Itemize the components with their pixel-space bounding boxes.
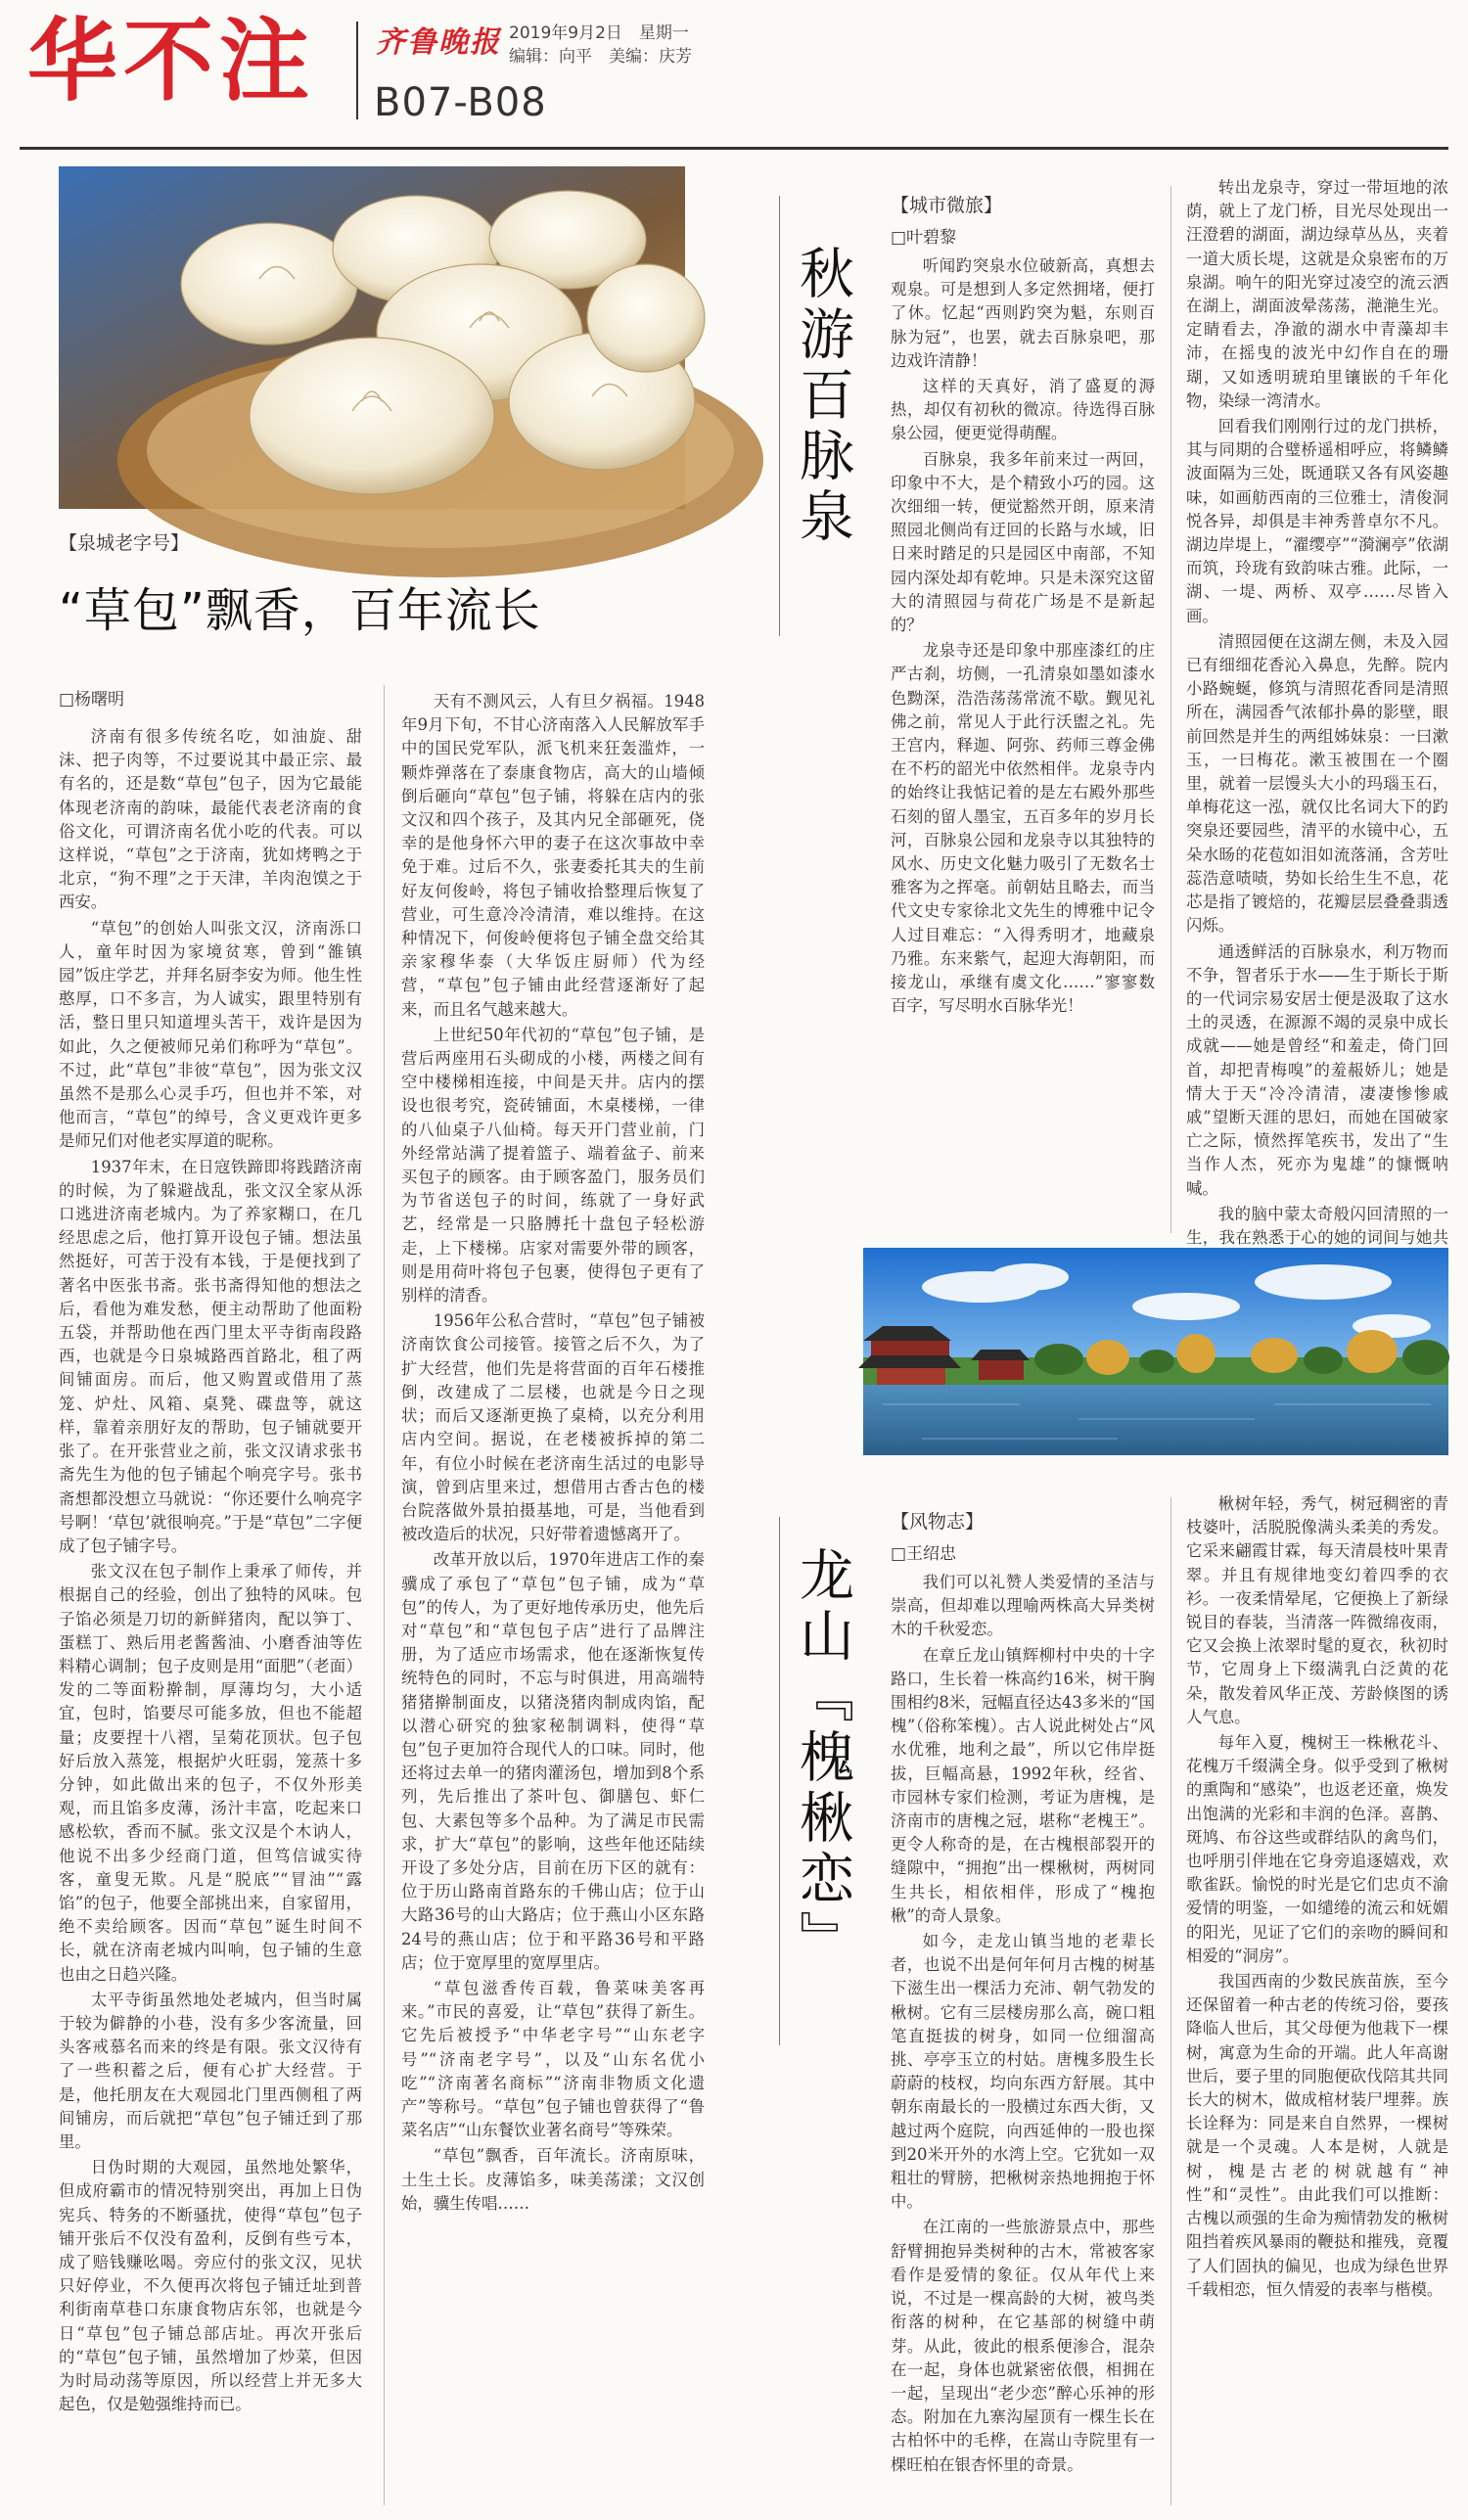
article3-paragraph: 在江南的一些旅游景点中，那些舒臂拥抱异类树种的古木，常被客家看作是爱情的象征。仅从年代上来说，不过是一棵高龄的大树，被鸟类衔落的树种，在它基部的树缝中萌芽。从此，彼此的根系便渗合，混杂在一起，身体也就紧密依偎，相拥在一起，呈现出“老少恋”醉心乐神的形态。附加在九寨沟屋顶有一棵生长在古柏怀中的毛桦，在嵩山寺院里有一棵旺柏在银杏怀里的奇景。 [891,2218,1155,2474]
page-range: B07-B08 [374,80,547,125]
lake-pavilion-photo [863,1248,1448,1455]
article1-title: “草包”飘香，百年流长 [59,583,541,638]
article1-column-1 [59,690,362,2510]
article2-title-rule [779,196,780,636]
article2-column-1 [891,254,1155,1233]
article3-title-rule [779,1517,780,2045]
article1-paragraph: 天有不测风云，人有旦夕祸福。1948年9月下旬，不甘心济南落入人民解放军手中的国民党军队，派飞机来狂轰滥炸，一颗炸弹落在了泰康食物店，高大的山墙倾倒后砸向“草包”包子铺，将躲在店内的张文汉和四个孩子，及其内兄全部砸死，侥幸的是他身怀六甲的妻子在这次事故中幸免于难。过后不久，张妻委托其夫的生前好友何俊岭，将包子铺收拾整理后恢复了营业，可生意冷冷清清，难以维持。在这种情况下，何俊岭便将包子铺全盘交给其亲家穆华泰（大华饭庄厨师）代为经营，“草包”包子铺由此经营逐渐好了起来，而且名气越来越大。 [401,692,705,1019]
article3-paragraph: 如今，走龙山镇当地的老辈长者，也说不出是何年何月古槐的树基下滋生出一棵活力充沛、朝气勃发的楸树。它有三层楼房那么高，碗口粗笔直挺拔的树身，如同一位细溜高挑、亭亭玉立的村姑。唐槐多股生长蔚蔚的枝杈，均向东西方舒展。其中朝东南最长的一股横过东西大街，又越过两个庭院，向西延伸的一股也探到20米开外的水湾上空。它犹如一双粗壮的臂膀，把楸树亲热地拥抱于怀中。 [891,1932,1155,2212]
masthead-meta [509,22,692,69]
article2-paragraph: 通透鲜活的百脉泉水，利万物而不争，智者乐于水——生于斯长于斯的一代词宗易安居士便是汲取了这水土的灵透，在源源不竭的灵泉中成长成就——她是曾经“和羞走，倚门回首，却把青梅嗅”的羞赧娇儿；她是情大于天“冷冷清清，凄凄惨惨戚戚”望断天涯的思妇，而她在国破家亡之际，愤然挥笔疾书，发出了“生当作人杰，死亦为鬼雄”的慷慨呐喊。 [1186,941,1448,1198]
column-separator [1170,1497,1171,2505]
masthead-rule [20,147,1448,150]
article2-paragraph: 龙泉寺还是印象中那座漆红的庄严古刹，坊侧，一孔清泉如墨如漆水色黝深，浩浩荡荡常流不歇。觐见礼佛之前，常见人于此行沃盥之礼。先王宫内，释迦、阿弥、药师三尊金佛在不朽的韶光中依然相伴。龙泉寺内的始终让我惦记着的是左右殿外那些石刻的留人墨宝，五百多年的岁月长河，百脉泉公园和龙泉寺以其独特的风水、历史文化魅力吸引了无数名士雅客为之挥毫。前朝姑且略去，而当代文史专家徐北文先生的博雅中记令人过目难忘：“入得秀明才，地藏泉乃雅。东来紫气，起迎大海朝阳，而接龙山，承继有虞文化……”寥寥数百字，写尽明水百脉华光！ [891,641,1155,1016]
article2-paragraph: 我的脑中蒙太奇般闪回清照的一生，我在熟悉于心的她的词间与她共 [1186,1204,1448,1247]
column-separator [384,685,385,2505]
article1-paragraph: 日伪时期的大观园，虽然地处繁华，但成府霸市的情况特别突出，再加上日伪宪兵、特务的不断骚扰，使得“草包”包子铺开张后不仅没有盈利，反倒有些亏本，成了赔钱赚吆喝。旁应付的张文汉，见状只好停业，不久便再次将包子铺迁址到普利街南草巷口东康食物店东邻，也就是今日“草包”包子铺总部店址。再次开张后的“草包”包子铺，虽然增加了炒菜，但因为时局动荡等原因，所以经营上并无多大起色，仅是勉强维持而已。 [59,2158,362,2414]
article1-paragraph: “草包”的创始人叫张文汉，济南泺口人，童年时因为家境贫寒，曾到“雒镇园”饭庄学艺，并拜名厨李安为师。他生性憨厚，口不多言，为人诚实，跟里特别有活，整日里只知道埋头苦干，戏许是因为如此，久之便被师兄弟们称呼为“草包”。不过，此“草包”非彼“草包”，因为张文汉虽然不是那么心灵手巧，但也并不笨，对他而言，“草包”的绰号，含义更戏许更多是师兄们对他老实厚道的昵称。 [59,918,362,1151]
article1-paragraph: “草包”飘香，百年流长。济南原味，土生土长。皮薄馅多，味美荡漾；文汉创始，骥生传唱…… [401,2146,705,2213]
article3-column-2 [1186,1492,1448,2510]
article1-paragraph: 改革开放以后，1970年进店工作的秦骥成了承包了“草包”包子铺，成为“草包”的传人，为了更好地传承历史，他先后对“草包”和“草包包子店”进行了品牌注册，为了适应市场需求，他在逐渐恢复传统特色的同时，不忘与时俱进，用高端特猪猪擀制面皮，以猪浇猪肉制成肉馅，配以潜心研究的独家秘制调料，使得“草包”包子更加符合现代人的口味。同时，他还将过去单一的猪肉灌汤包，增加到8个系列，先后推出了茶叶包、御膳包、虾仁包、大素包等多个品种。为了满足市民需求，扩大“草包”的影响，这些年他还陆续开设了多处分店，目前在历下区的就有：位于历山路南首路东的千佛山店；位于山大路36号的山大路店；位于燕山小区东路24号的燕山店；位于和平路36号和平路店；位于宽厚里的宽厚里店。 [401,1550,705,1972]
article1-byline: □杨曙明 [59,690,125,710]
article2-column-2 [1186,176,1448,1247]
masthead-divider [356,22,358,119]
article1-paragraph: 太平寺街虽然地处老城内，但当时属于较为僻静的小巷，没有多少客流量，回头客戒慕名而来的终是有限。张文汉待有了一些积蓄之后，便有心扩大经营。于是，他托朋友在大观园北门里西侧租了两间铺房，而后就把“草包”包子铺迁到了那里。 [59,1990,362,2151]
article3-title: 龙山『槐楸恋』 [791,1546,854,1971]
article2-paragraph: 清照园便在这湖左侧，未及入园已有细细花香沁入鼻息，先醉。院内小路蜿蜒，修筑与清照花香同是清照所在，满园香气浓郁扑鼻的影壁，眼前回然是并生的两组姊妹泉：一曰漱玉，一曰梅花。漱玉被围在一个圈里，就着一层馒头大小的玛瑙玉石，单梅花这一泓，就仅比名词大下的趵突泉还要园些，清平的水镜中心，五朵水旸的花苞如泪如流落涌，含芳吐蕊浩意啧啧，势如长给生生不息，花芯是指了镀焙的，花瓣层层叠叠翡透闪烁。 [1186,631,1448,936]
article2-paragraph: 这样的天真好，消了盛夏的溽热，却仅有初秋的微凉。待选得百脉泉公园，便更觉得萌醒。 [891,377,1155,443]
article3-byline: □王绍忠 [891,1544,957,1564]
article3-column-tag: 【风物志】 [891,1511,985,1533]
article3-paragraph: 在章丘龙山镇辉柳村中央的十字路口，生长着一株高约16米，树干胸围相约8米，冠幅直径达43多米的“国槐”（俗称笨槐）。古人说此树处占“风水优雅，地利之最”，所以它伟岸挺拔，巨幅高悬，1992年秋，经省、市园林专家们检测，考证为唐槐，是济南市的唐槐之冠，堪称“老槐王”。更令人称奇的是，在古槐根部裂开的缝隙中，“拥抱”出一棵楸树，两树同生共长，相依相伴，形成了“槐抱楸”的奇人景象。 [891,1645,1155,1925]
article3-paragraph: 我们可以礼赞人类爱情的圣洁与崇高，但却难以理喻两株高大异类树木的千秋爱恋。 [891,1573,1155,1639]
article2-paragraph: 百脉泉，我多年前来过一两回，印象中不大，是个精致小巧的园。这次细细一转，便觉豁然开朗，原来清照园北侧尚有迂回的长路与水域，旧日来时踏足的只是园区中南部，不知园内深处却有乾坤。只是未深究这留大的清照园与荷花广场是不是新起的？ [891,449,1155,635]
section-title: 华不注 [27,9,316,114]
steamed-buns-photo [59,166,685,509]
article1-column-2 [401,690,705,2510]
article1-paragraph: 济南有很多传统名吃，如油旋、甜沫、把子肉等，不过要说其中最正宗、最有名的，还是数“草包”包子，因为它最能体现老济南的韵味，最能代表老济南的食俗文化，可谓济南名优小吃的代表。可以这样说，“草包”之于济南，犹如烤鸭之于北京，“狗不理”之于天津，羊肉泡馍之于西安。 [59,727,362,912]
article2-title: 秋游百脉泉 [791,245,854,548]
article3-paragraph: 每年入夏，槐树王一株楸花斗、花槐万千缀满全身。似乎受到了楸树的熏陶和“感染”，也返老还童，焕发出饱满的光彩和丰润的色泽。喜鹊、斑鸠、布谷这些或群结队的禽鸟们，也呼朋引伴地在它身旁追逐嬉戏，欢歌雀跃。愉悦的时光是它们忠贞不渝爱情的明鉴，一如缱绻的流云和妩媚的阳光，见证了它们的亲吻的瞬间和相爱的“洞房”。 [1186,1733,1448,1965]
article2-paragraph: 听闻趵突泉水位破新高，真想去观泉。可是想到人多定然拥堵，便打了休。忆起“西则趵突为魁，东则百脉为冠”，也罢，就去百脉泉吧，那边戏许清静！ [891,256,1155,370]
article1-paragraph: 1937年末，在日寇铁蹄即将践踏济南的时候，为了躲避战乱，张文汉全家从泺口逃进济南老城内。为了养家糊口，在几经思虑之后，他打算开设包子铺。想法虽然挺好，可苦于没有本钱，于是便找到了著名中医张书斋。张书斋得知他的想法之后，看他为难发愁，便主动帮助了他面粉五袋，并帮助他在西门里太平寺街南段路西，也就是今日泉城路西首路北，租了两间铺面房。而后，他又购置或借用了蒸笼、炉灶、风箱、桌凳、碟盘等，就这样，靠着亲朋好友的帮助，包子铺就要开张了。在开张营业之前，张文汉请求张书斋先生为他的包子铺起个响亮字号。张书斋想都没想立马就说：“你还要什么响亮字号啊！‘草包’就很响亮。”于是“草包”二字便成了包子铺字号。 [59,1157,362,1555]
article3-paragraph: 楸树年轻，秀气，树冠稠密的青枝婆叶，活脱脱像满头柔美的秀发。它采来翩霞甘霖，每天清晨枝叶果青翠。并且有规律地变幻着四季的衣衫。一夜柔情晕尾，它便换上了新绿锐目的春装，当清落一阵微绵夜雨，它又会换上浓翠时髦的夏衣，秋初时节，它周身上下缀满乳白泛黄的花朵，散发着风华正茂、芳龄倏图的诱人气息。 [1186,1494,1448,1726]
article2-paragraph: 转出龙泉寺，穿过一带垣地的浓荫，就上了龙门桥，目光尽处现出一汪澄碧的湖面，湖边绿草丛丛，夹着一道大质长堤，这就是众泉密布的万泉湖。响午的阳光穿过凌空的流云洒在湖上，湖面波晕荡荡，滟滟生光。定睛看去，净澈的湖水中青藻却丰沛，在摇曳的波光中幻作自在的珊瑚，又如透明琥珀里镶嵌的千年化物，染绿一湾清水。 [1186,178,1448,410]
article2-byline: □叶碧黎 [891,228,957,248]
article3-paragraph: 我国西南的少数民族苗族，至今还保留着一种古老的传统习俗，要孩降临人世后，其父母便为他栽下一棵树，寓意为生命的开端。此人年高谢世后，要子里的同胞便砍伐陪其共同长大的树木，做成棺材装尸埋葬。族长诠释为：同是来自自然界，一棵树就是一个灵魂。人本是树，人就是树，槐是古老的树就越有“神性”和“灵性”。由此我们可以推断：古槐以顽强的生命为痴情勃发的楸树阻挡着疾风暴雨的鞭挞和摧残，竟覆了人们固执的偏见，也成为绿色世界千载相恋，恒久情爱的表率与楷模。 [1186,1972,1448,2299]
date-line: 2019年9月2日 星期一 [509,23,689,43]
article1-paragraph: “草包滋香传百载，鲁菜味美客再来。”市民的喜爱，让“草包”获得了新生。它先后被授予“中华老字号”“山东老字号”“济南老字号”，以及“山东名优小吃”“济南著名商标”“济南非物质文化遗产”等称号。“草包”包子铺也曾获得了“鲁菜名店”“山东餐饮业著名商号”等殊荣。 [401,1978,705,2140]
article1-paragraph: 上世纪50年代初的“草包”包子铺，是营后两座用石头砌成的小楼，两楼之间有空中楼梯相连接，中间是天井。店内的摆设也很考究，瓷砖铺面，木桌楼梯，一律的八仙桌子八仙椅。每天开门营业前，门外经常站满了提着篮子、端着盆子、前来买包子的顾客。由于顾客盈门，服务员们为节省送包子的时间，练就了一身好武艺，经常是一只胳膊托十盘包子轻松游走，上下楼梯。店家对需要外带的顾客，则是用荷叶将包子包裹，使得包子更有了别样的清香。 [401,1025,705,1306]
article1-paragraph: 张文汉在包子制作上秉承了师传，并根据自己的经验，创出了独特的风味。包子馅必须是刀切的新鲜猪肉，配以笋丁、蛋糕丁、熟后用老酱酱油、小磨香油等佐料精心调制；包子皮则是用“面肥”（老面）发的二等面粉擀制，厚薄均匀，大小适宜，包时，馅要尽可能多放，但也不能超量；皮要捏十八褶，呈菊花顶状。包子包好后放入蒸笼，根据炉火旺弱，笼蒸十多分钟，如此做出来的包子，不仅外形美观，而且馅多皮薄，汤汁丰富，吃起来口感松软，香而不腻。张文汉是个木讷人，他说不出多少经商门道，但笃信诚实待客，童叟无欺。凡是“脱底”“冒油”“露馅”的包子，他要全部挑出来，自家留用，绝不卖给顾客。因而“草包”诞生时间不长，就在济南老城内叫响，包子铺的生意也由之日趋兴隆。 [59,1562,362,1984]
paper-logo: 齐鲁晚报 [376,25,501,60]
column-separator [1170,186,1171,1233]
article2-paragraph: 回看我们刚刚行过的龙门拱桥，其与同期的合璧桥遥相呼应，将鳞鳞波面隔为三处，既通联又各有风姿趣味，如画舫西南的三位雅士，清俊洞悦各异，却俱是丰神秀普卓尔不凡。湖边岸堤上，“濯缨亭”“漪澜亭”依湖而筑，玲珑有致韵味古雅。此际，一湖、一堤、两桥、双亭……尽皆入画。 [1186,417,1448,625]
article1-paragraph: 1956年公私合营时，“草包”包子铺被济南饮食公司接管。接管之后不久，为了扩大经营，他们先是将营面的百年石楼推倒，改建成了二层楼，也就是今日之现状；而后又逐渐更换了桌椅，以充分利用店内空间。据说，在老楼被拆掉的第二年，有位小时候在老济南生活过的电影导演，曾到店里来过，想借用古香古色的楼台院落做外景拍摄基地，可是，当他看到被改造后的状况，只好带着遗憾离开了。 [401,1311,705,1544]
staff-line: 编辑：向平 美编：庆芳 [509,47,692,67]
article2-column-tag: 【城市微旅】 [891,195,1003,216]
article1-column-tag: 【泉城老字号】 [59,532,190,554]
article3-column-1 [891,1571,1155,2510]
